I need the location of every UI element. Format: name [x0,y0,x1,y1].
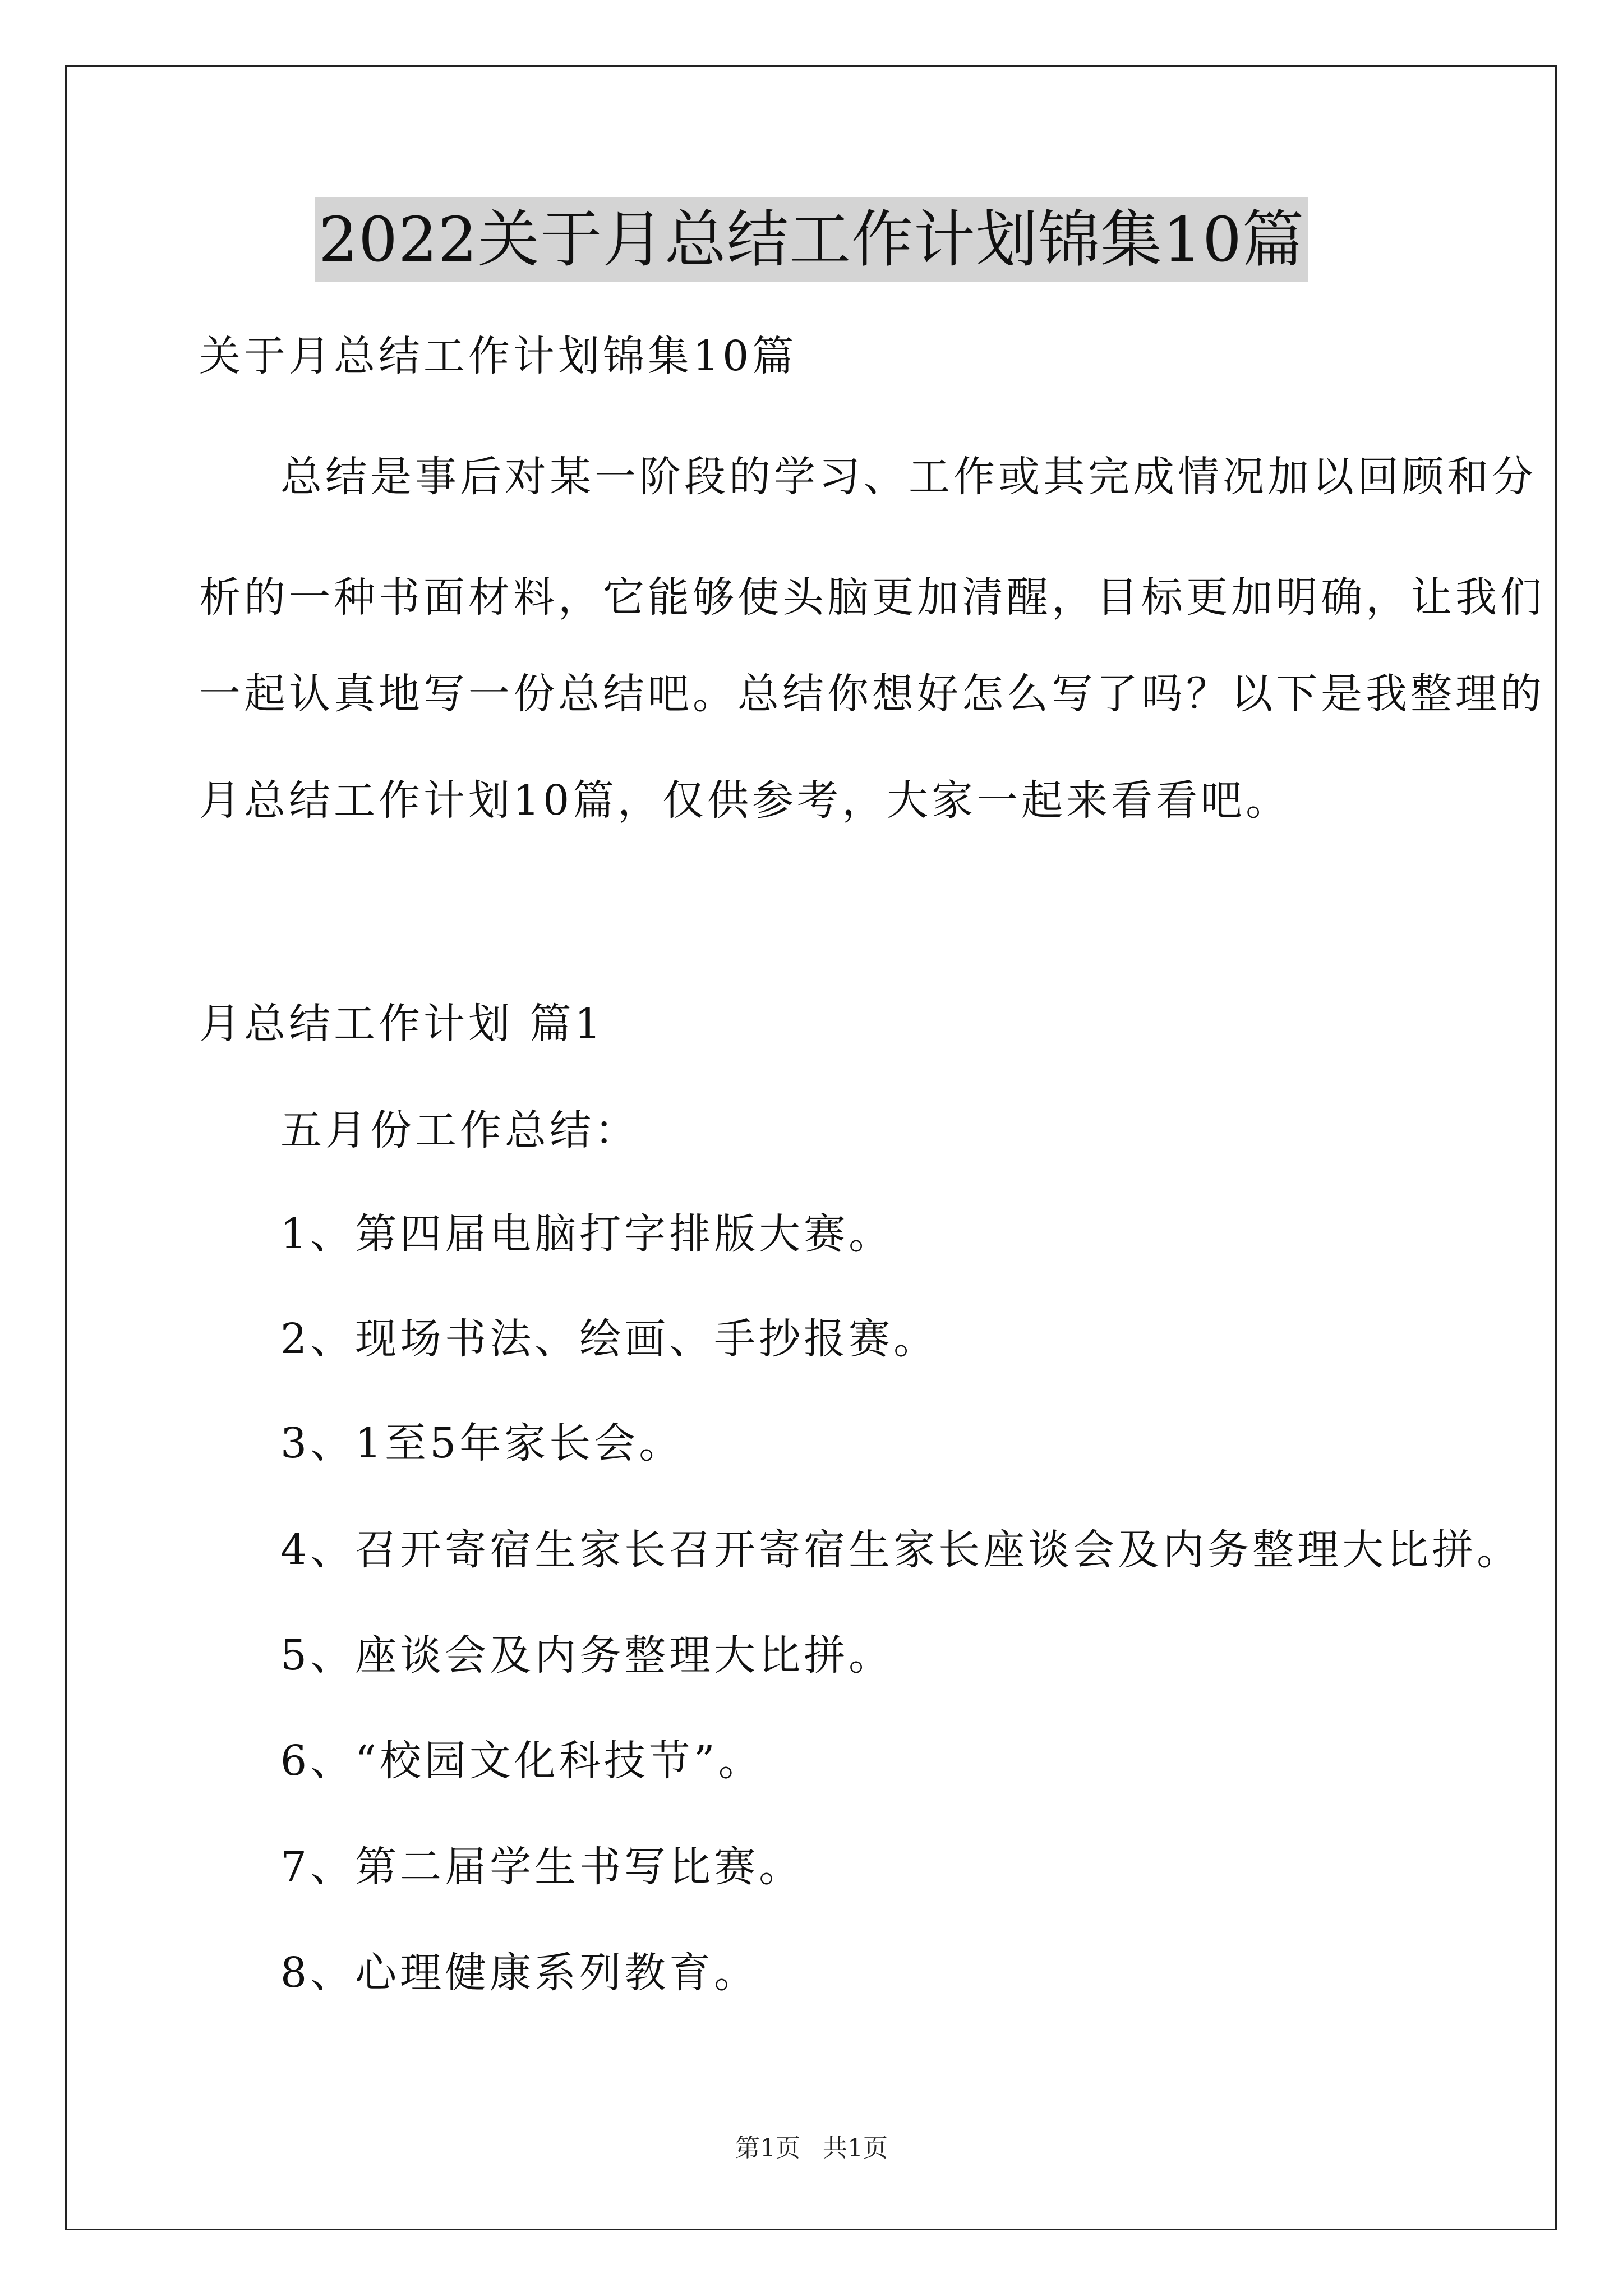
title-container [0,197,1623,282]
page-number-total: 共1页 [823,2134,888,2162]
document-subtitle: 关于月总结工作计划锦集10篇 [199,332,797,380]
list-item: 3、1至5年家长会。 [280,1419,684,1467]
list-item: 4、召开寄宿生家长召开寄宿生家长座谈会及内务整理大比拼。 [280,1526,1522,1574]
section-intro: 五月份工作总结： [280,1106,639,1154]
document-title: 2022关于月总结工作计划锦集10篇 [315,197,1308,282]
intro-line-2: 析的一种书面材料，它能够使头脑更加清醒，目标更加明确，让我们 [199,573,1545,622]
page-number-current: 第1页 [735,2134,800,2162]
list-item: 8、心理健康系列教育。 [280,1949,759,1997]
list-item: 2、现场书法、绘画、手抄报赛。 [280,1315,939,1363]
list-item: 6、“校园文化科技节”。 [280,1737,763,1785]
section-heading: 月总结工作计划 篇1 [199,1000,605,1048]
list-item: 5、座谈会及内务整理大比拼。 [280,1631,894,1680]
intro-line-3: 一起认真地写一份总结吧。总结你想好怎么写了吗？以下是我整理的 [199,670,1545,718]
list-item: 1、第四届电脑打字排版大赛。 [280,1210,894,1258]
intro-line-1: 总结是事后对某一阶段的学习、工作或其完成情况加以回顾和分 [280,453,1537,501]
list-item: 7、第二届学生书写比赛。 [280,1843,804,1891]
page-footer [0,2132,1623,2165]
intro-line-4: 月总结工作计划10篇，仅供参考，大家一起来看看吧。 [199,776,1291,825]
